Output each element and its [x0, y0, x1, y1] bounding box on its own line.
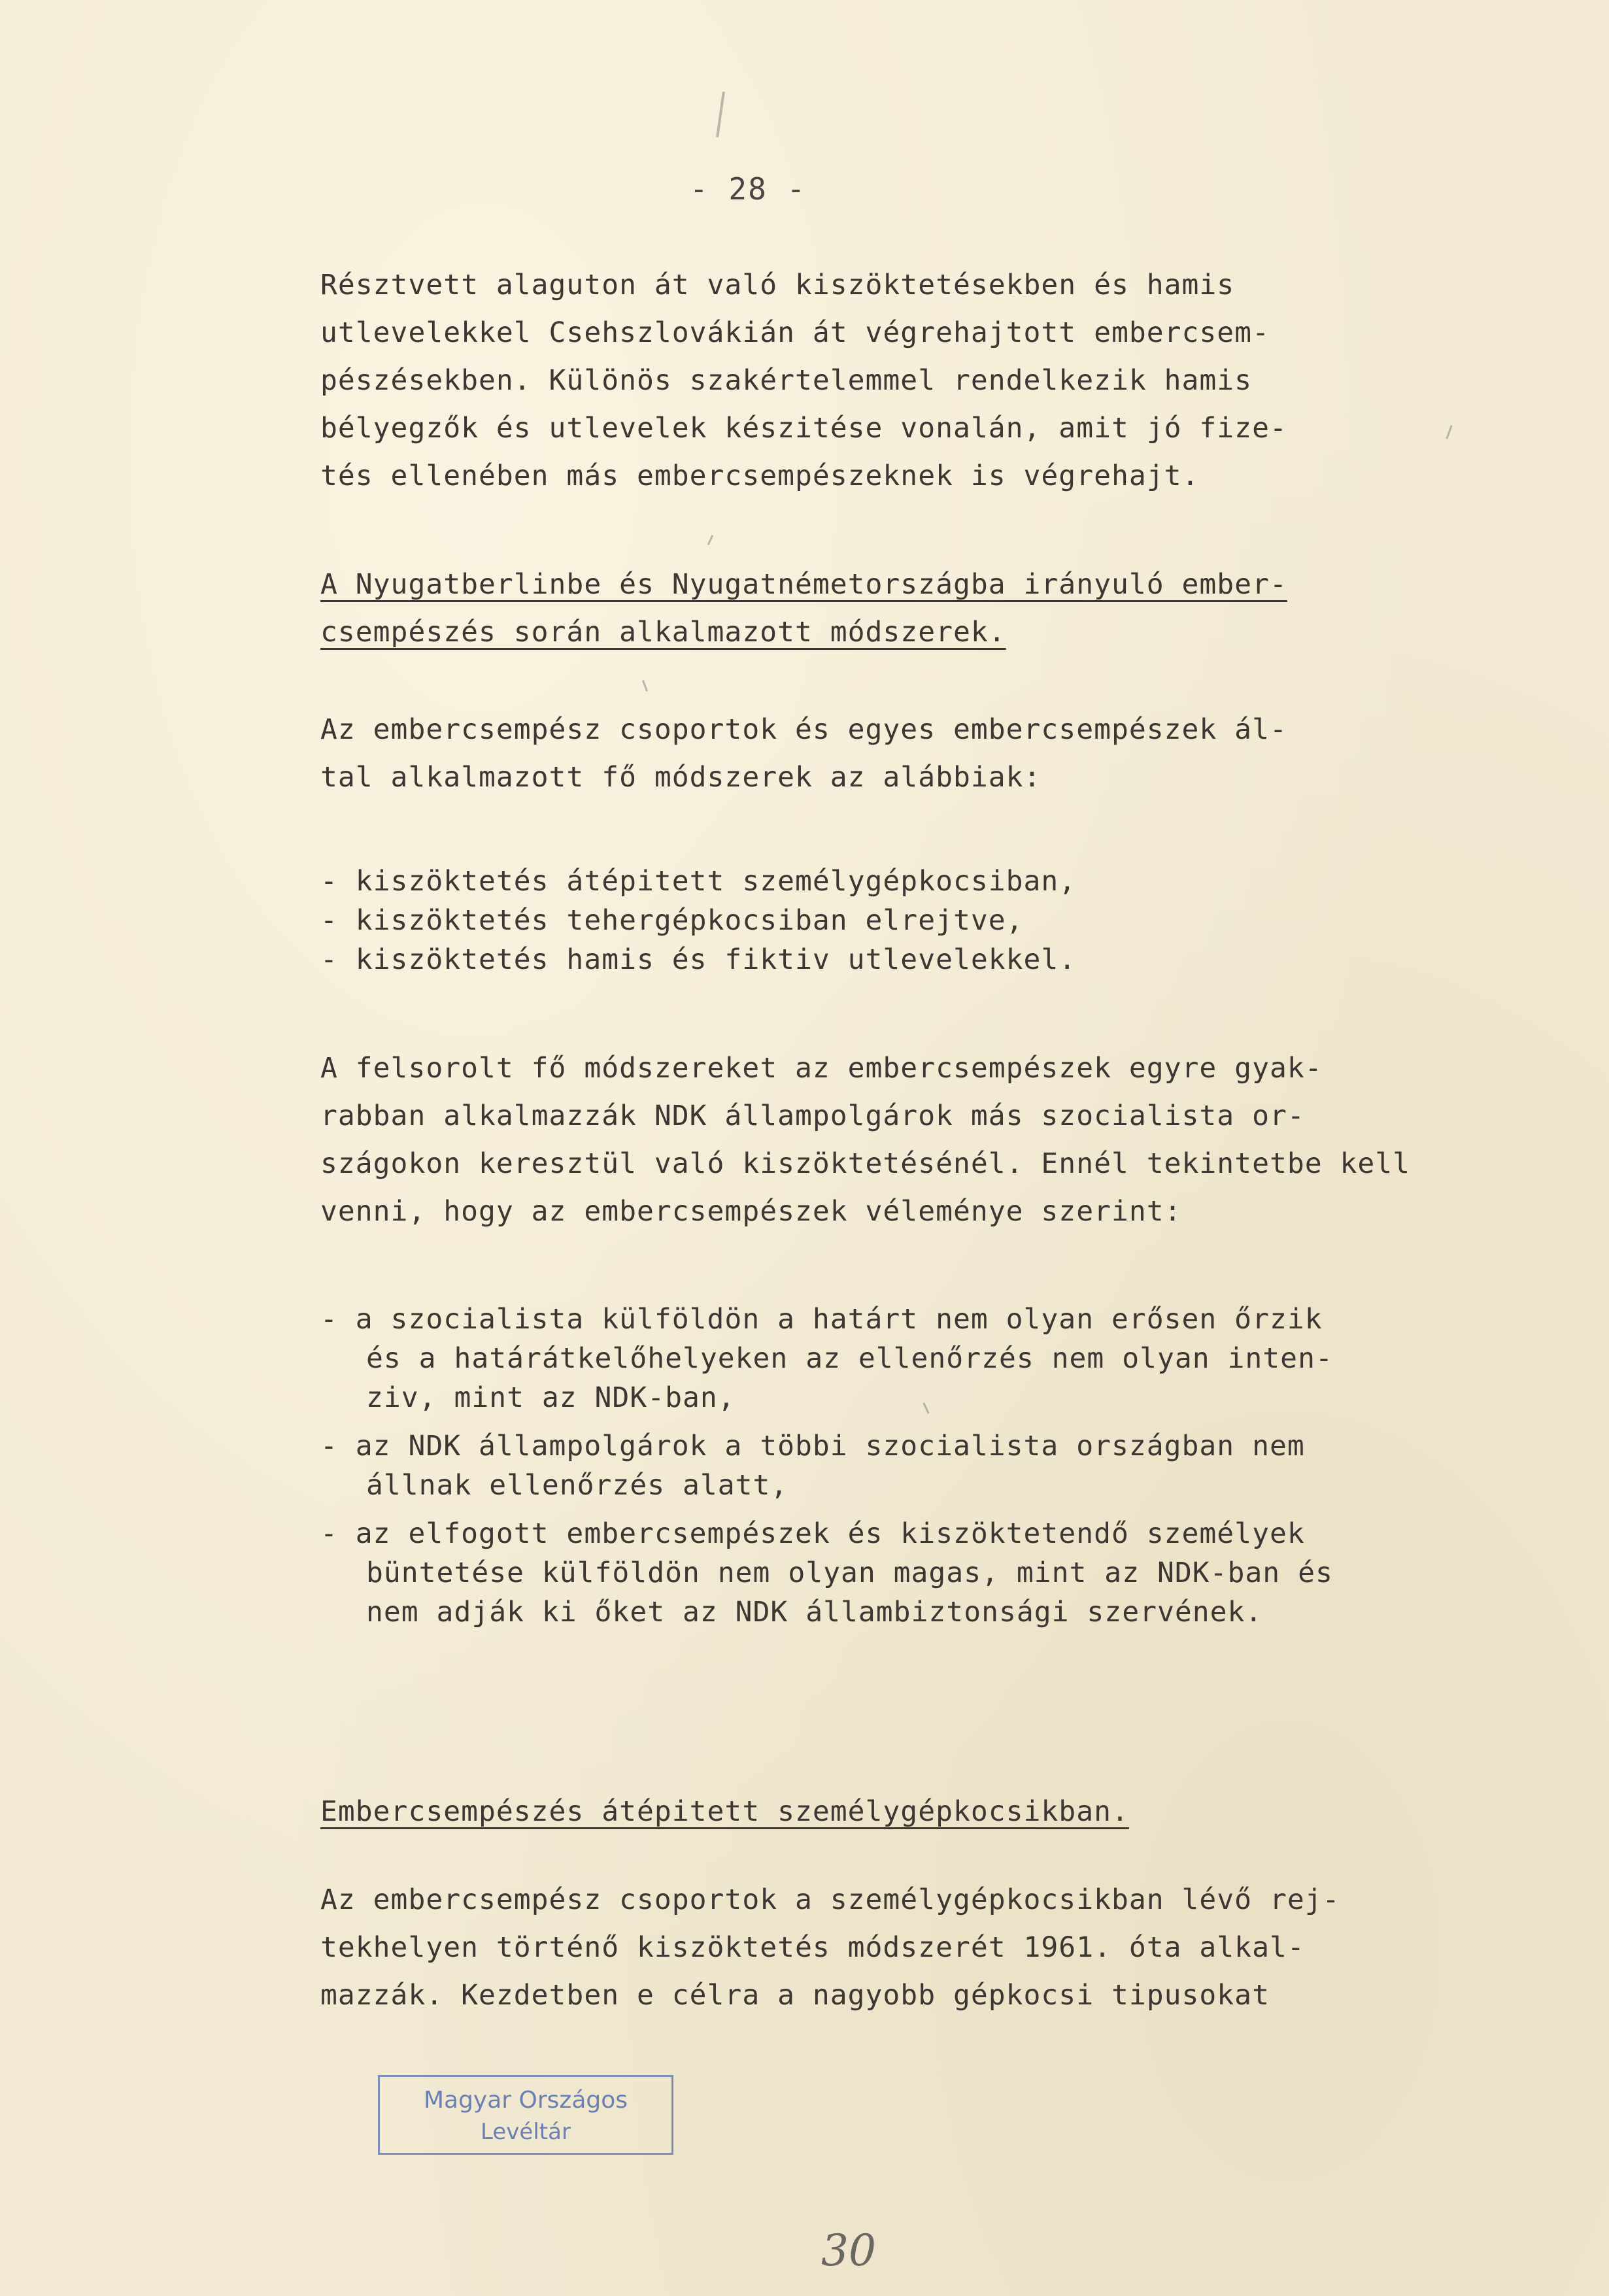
pencil-mark — [707, 535, 713, 545]
text-line: venni, hogy az embercsempészek véleménye szerint: — [320, 1195, 1182, 1228]
text-line: utlevelekkel Csehszlovákián át végrehajtott embercsem- — [320, 316, 1270, 349]
list-item: - kiszöktetés átépitett személygépkocsiban, — [320, 865, 1077, 898]
text-line: mazzák. Kezdetben e célra a nagyobb gépkocsi tipusokat — [320, 1979, 1270, 2012]
text-line: rabban alkalmazzák NDK állampolgárok más szocialista or- — [320, 1100, 1305, 1132]
heading-line: csempészés során alkalmazott módszerek. — [320, 616, 1006, 649]
list-item-line: - a szocialista külföldön a határt nem olyan erősen őrzik — [320, 1303, 1323, 1336]
archive-stamp — [378, 2075, 673, 2155]
page-number: - 28 - — [690, 171, 807, 207]
opinions-list — [320, 1300, 1576, 1641]
list-item — [320, 1427, 1576, 1505]
list-item-line: - az NDK állampolgárok a többi szocialista országban nem — [320, 1430, 1305, 1462]
text-line: Az embercsempész csoportok a személygépkocsikban lévő rej- — [320, 1883, 1340, 1916]
pencil-mark — [642, 680, 648, 692]
list-item: - kiszöktetés hamis és fiktiv utlevelekkel. — [320, 943, 1077, 976]
list-item-line: - az elfogott embercsempészek és kiszöktetendő személyek — [320, 1517, 1305, 1550]
paragraph-2 — [320, 706, 1576, 802]
paragraph-1 — [320, 262, 1576, 500]
paragraph-3 — [320, 1045, 1576, 1236]
paragraph-4 — [320, 1876, 1576, 2019]
list-item — [320, 1514, 1576, 1632]
list-item-line: büntetése külföldön nem olyan magas, mint az NDK-ban és — [366, 1557, 1333, 1589]
text-line: tés ellenében más embercsempészeknek is végrehajt. — [320, 460, 1200, 492]
text-line: Résztvett alaguton át való kiszöktetésekben és hamis — [320, 269, 1235, 301]
text-line: Az embercsempész csoportok és egyes embercsempészek ál- — [320, 713, 1287, 746]
list-item-line: ziv, mint az NDK-ban, — [366, 1381, 736, 1414]
stamp-line: Levéltár — [481, 2119, 571, 2145]
section-heading-methods — [320, 561, 1576, 656]
list-item: - kiszöktetés tehergépkocsiban elrejtve, — [320, 904, 1024, 937]
list-item-line: nem adják ki őket az NDK állambiztonsági szervének. — [366, 1596, 1263, 1629]
handwritten-folio-number: 30 — [821, 2225, 876, 2276]
stamp-line: Magyar Országos — [423, 2087, 628, 2114]
text-line: tekhelyen történő kiszöktetés módszerét 1961. óta alkal- — [320, 1931, 1305, 1964]
text-line: szágokon keresztül való kiszöktetésénél. Ennél tekintetbe kell — [320, 1147, 1411, 1180]
text-line: A felsorolt fő módszereket az embercsempészek egyre gyak- — [320, 1052, 1323, 1085]
section-heading-cars — [320, 1788, 1576, 1836]
pencil-mark — [716, 92, 725, 137]
text-line: pészésekben. Különös szakértelemmel rendelkezik hamis — [320, 364, 1253, 397]
heading-line: Embercsempészés átépitett személygépkocsikban. — [320, 1795, 1129, 1828]
list-item-line: és a határátkelőhelyeken az ellenőrzés nem olyan inten- — [366, 1342, 1333, 1375]
methods-list — [320, 862, 1576, 979]
list-item — [320, 1300, 1576, 1417]
text-line: bélyegzők és utlevelek készitése vonalán, amit jó fize- — [320, 412, 1287, 445]
text-line: tal alkalmazott fő módszerek az alábbiak: — [320, 761, 1042, 794]
list-item-line: állnak ellenőrzés alatt, — [366, 1469, 788, 1502]
heading-line: A Nyugatberlinbe és Nyugatnémetországba irányuló ember- — [320, 568, 1287, 601]
